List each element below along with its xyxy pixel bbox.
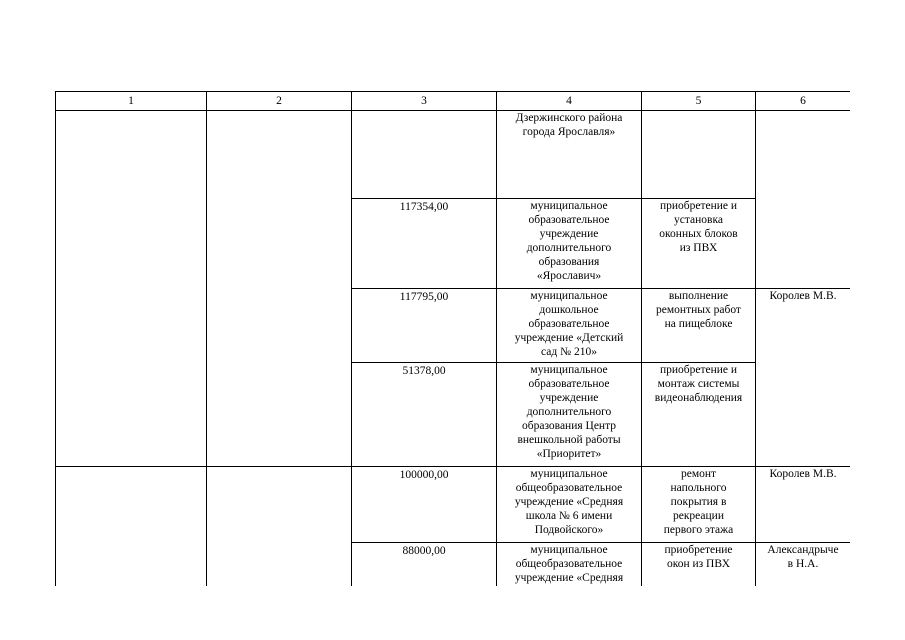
institution-cell: муниципальное образовательное учреждение дополнительного образования «Ярославич»: [497, 199, 642, 289]
institution-cell: муниципальное дошкольное образовательное учреждение «Детский сад № 210»: [497, 289, 642, 363]
funding-table: [55, 91, 850, 586]
amount-cell: 100000,00: [352, 467, 497, 543]
column-number-1: 1: [56, 92, 207, 111]
cell-col2-group2: [207, 467, 352, 587]
institution-cell: муниципальное общеобразовательное учреждение «Средняя школа № 6 имени Подвойского»: [497, 467, 642, 543]
column-number-2: 2: [207, 92, 352, 111]
purpose-cell: [642, 111, 756, 199]
amount-cell: 51378,00: [352, 363, 497, 467]
column-number-3: 3: [352, 92, 497, 111]
purpose-cell: приобретение и монтаж системы видеонаблюдения: [642, 363, 756, 467]
table-row: [56, 467, 851, 543]
purpose-cell: выполнение ремонтных работ на пищеблоке: [642, 289, 756, 363]
institution-cell: муниципальное образовательное учреждение дополнительного образования Центр внешкольной работы «Приоритет»: [497, 363, 642, 467]
responsible-cell: Александрыче в Н.А.: [756, 543, 851, 587]
column-number-5: 5: [642, 92, 756, 111]
purpose-cell: приобретение окон из ПВХ: [642, 543, 756, 587]
column-number-4: 4: [497, 92, 642, 111]
purpose-cell: ремонт напольного покрытия в рекреации первого этажа: [642, 467, 756, 543]
amount-cell: 117354,00: [352, 199, 497, 289]
cell-col1-group1: [56, 111, 207, 467]
responsible-cell: Королев М.В.: [756, 289, 851, 467]
responsible-cell: [756, 111, 851, 289]
table-row: [56, 111, 851, 199]
column-number-6: 6: [756, 92, 851, 111]
column-number-row: [56, 92, 851, 111]
amount-cell: 88000,00: [352, 543, 497, 587]
amount-cell: 117795,00: [352, 289, 497, 363]
document-table-region: [55, 91, 850, 586]
responsible-cell: Королев М.В.: [756, 467, 851, 543]
amount-cell: [352, 111, 497, 199]
institution-cell: Дзержинского района города Ярославля»: [497, 111, 642, 199]
purpose-cell: приобретение и установка оконных блоков из ПВХ: [642, 199, 756, 289]
institution-cell: муниципальное общеобразовательное учреждение «Средняя: [497, 543, 642, 587]
cell-col1-group2: [56, 467, 207, 587]
cell-col2-group1: [207, 111, 352, 467]
